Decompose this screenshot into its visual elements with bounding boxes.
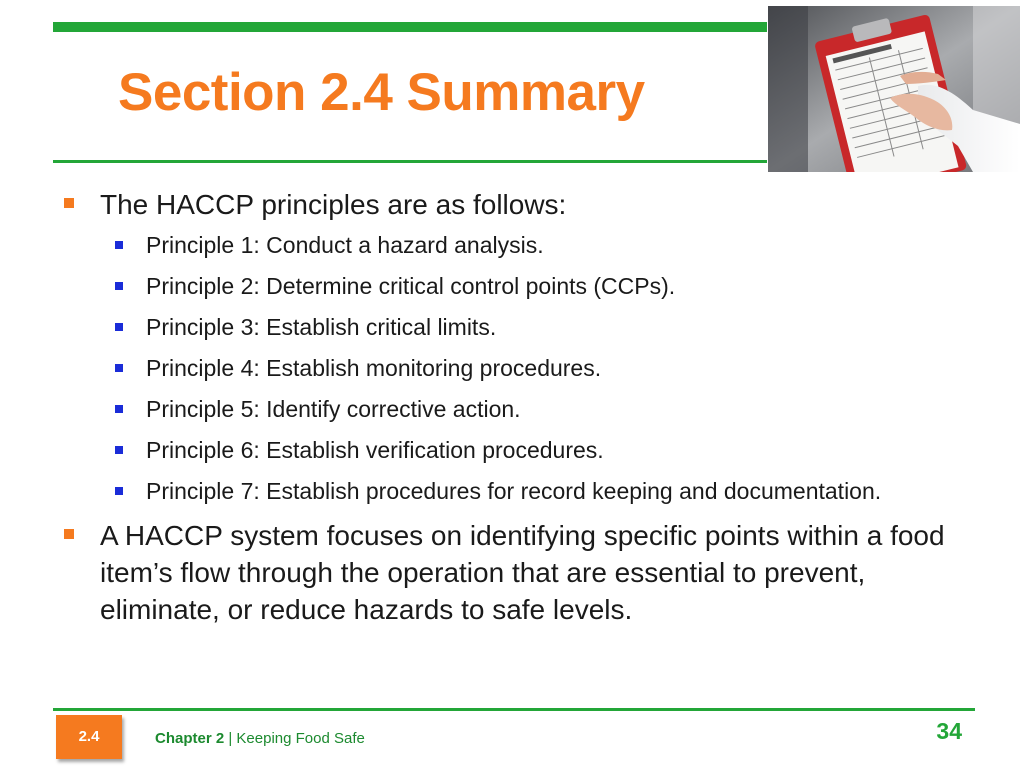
principle-text: Principle 5: Identify corrective action.	[146, 396, 521, 422]
principle-text: Principle 3: Establish critical limits.	[146, 314, 497, 340]
principle-text: Principle 1: Conduct a hazard analysis.	[146, 232, 544, 258]
blue-square-bullet-icon	[115, 282, 123, 290]
bullet-text: The HACCP principles are as follows:	[100, 189, 567, 220]
slide-title: Section 2.4 Summary	[118, 63, 645, 122]
blue-square-bullet-icon	[115, 405, 123, 413]
principles-list	[62, 229, 962, 507]
principle-text: Principle 2: Determine critical control points (CCPs).	[146, 273, 676, 299]
footer-chapter-text	[155, 730, 365, 747]
top-green-rule	[53, 22, 767, 32]
clipboard-checklist-photo-icon	[768, 6, 1020, 172]
page-number: 34	[936, 718, 962, 744]
footer-separator: |	[224, 730, 237, 747]
principle-item-4	[62, 352, 962, 384]
orange-square-bullet-icon	[64, 529, 74, 539]
chapter-label: Chapter 2	[155, 730, 225, 747]
footer-green-rule	[53, 708, 975, 711]
chapter-title: Keeping Food Safe	[236, 730, 365, 747]
blue-square-bullet-icon	[115, 323, 123, 331]
blue-square-bullet-icon	[115, 446, 123, 454]
blue-square-bullet-icon	[115, 364, 123, 372]
orange-square-bullet-icon	[64, 198, 74, 208]
principle-item-7	[62, 475, 962, 507]
bullet-haccp-principles	[62, 186, 962, 223]
principle-item-1	[62, 229, 962, 261]
principle-text: Principle 6: Establish verification procedures.	[146, 437, 604, 463]
principle-item-6	[62, 434, 962, 466]
bullet-haccp-system	[62, 517, 962, 628]
principle-item-5	[62, 393, 962, 425]
principle-item-2	[62, 270, 962, 302]
section-badge: 2.4	[56, 715, 122, 759]
principle-item-3	[62, 311, 962, 343]
principle-text: Principle 4: Establish monitoring procedures.	[146, 355, 602, 381]
slide-content	[62, 186, 962, 634]
blue-square-bullet-icon	[115, 487, 123, 495]
bullet-text: A HACCP system focuses on identifying specific points within a food item’s flow through the operation that are essential to prevent, eliminate, or reduce hazards to safe levels.	[100, 520, 945, 625]
title-green-rule	[53, 160, 767, 163]
clipboard-photo-graphic	[768, 6, 1020, 172]
principle-text: Principle 7: Establish procedures for record keeping and documentation.	[146, 478, 882, 504]
blue-square-bullet-icon	[115, 241, 123, 249]
